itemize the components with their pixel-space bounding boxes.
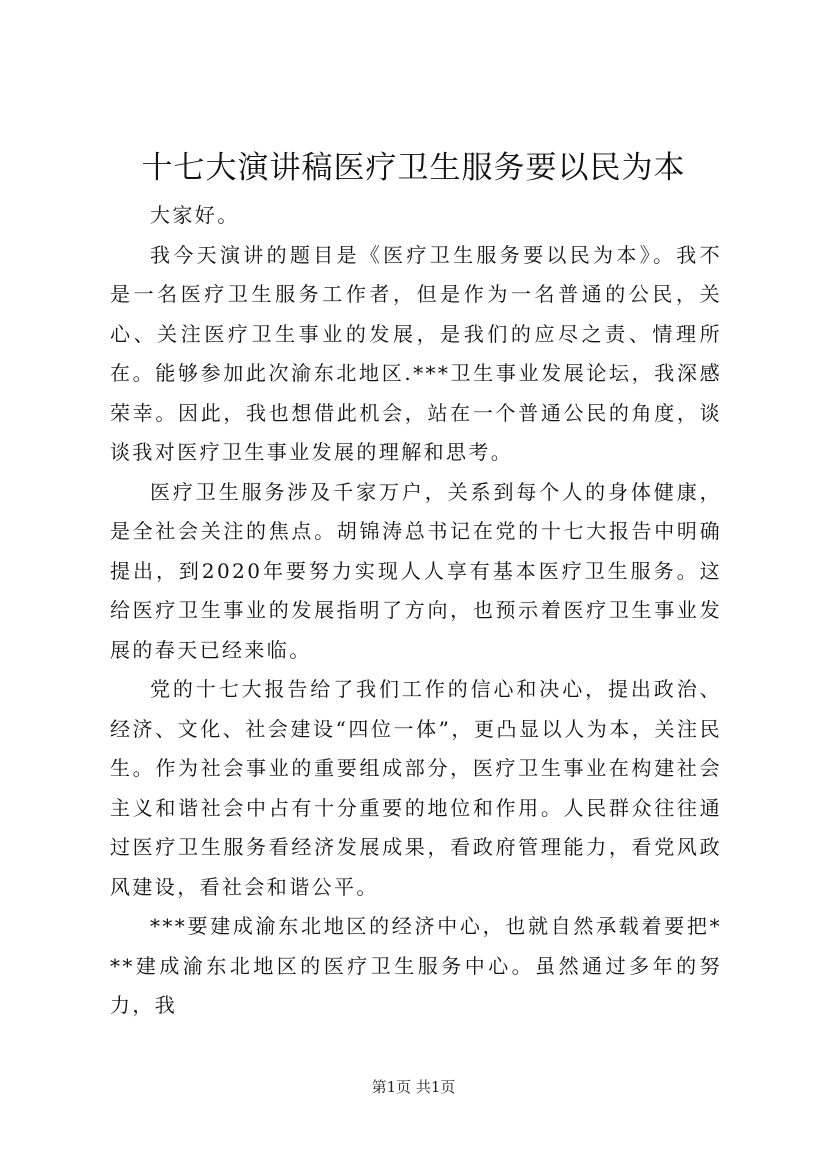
page-footer bbox=[0, 1076, 827, 1097]
document-body bbox=[110, 196, 722, 1026]
paragraph-healthcare-focus: 医疗卫生服务涉及千家万户，关系到每个人的身体健康，是全社会关注的焦点。胡锦涛总书记在党的十七大报告中明确提出，到2020年要努力实现人人享有基本医疗卫生服务。这给医疗卫生事业的发展指明了方向，也预示着医疗卫生事业发展的春天已经来临。 bbox=[110, 479, 722, 662]
document-title: 十七大演讲稿医疗卫生服务要以民为本 bbox=[141, 150, 686, 186]
page-number-label: 第1页 共1页 bbox=[371, 1078, 456, 1096]
paragraph-congress-report: 党的十七大报告给了我们工作的信心和决心，提出政治、经济、文化、社会建设“四位一体”，更凸显以人为本，关注民生。作为社会事业的重要组成部分，医疗卫生事业在构建社会主义和谐社会中占有十分重要的地位和作用。人民群众往往通过医疗卫生服务看经济发展成果，看政府管理能力，看党风政风建设，看社会和谐公平。 bbox=[110, 677, 722, 899]
paragraph-greeting: 大家好。 bbox=[150, 203, 240, 227]
paragraph-introduction: 我今天演讲的题目是《医疗卫生服务要以民为本》。我不是一名医疗卫生服务工作者，但是作为一名普通的公民，关心、关注医疗卫生事业的发展，是我们的应尽之责、情理所在。能够参加此次渝东北地区.***卫生事业发展论坛，我深感荣幸。因此，我也想借此机会，站在一个普通公民的角度，谈谈我对医疗卫生事业发展的理解和思考。 bbox=[110, 242, 722, 464]
paragraph-regional-center: ***要建成渝东北地区的经济中心，也就自然承载着要把***建成渝东北地区的医疗卫生服务中心。虽然通过多年的努力，我 bbox=[110, 914, 722, 1017]
